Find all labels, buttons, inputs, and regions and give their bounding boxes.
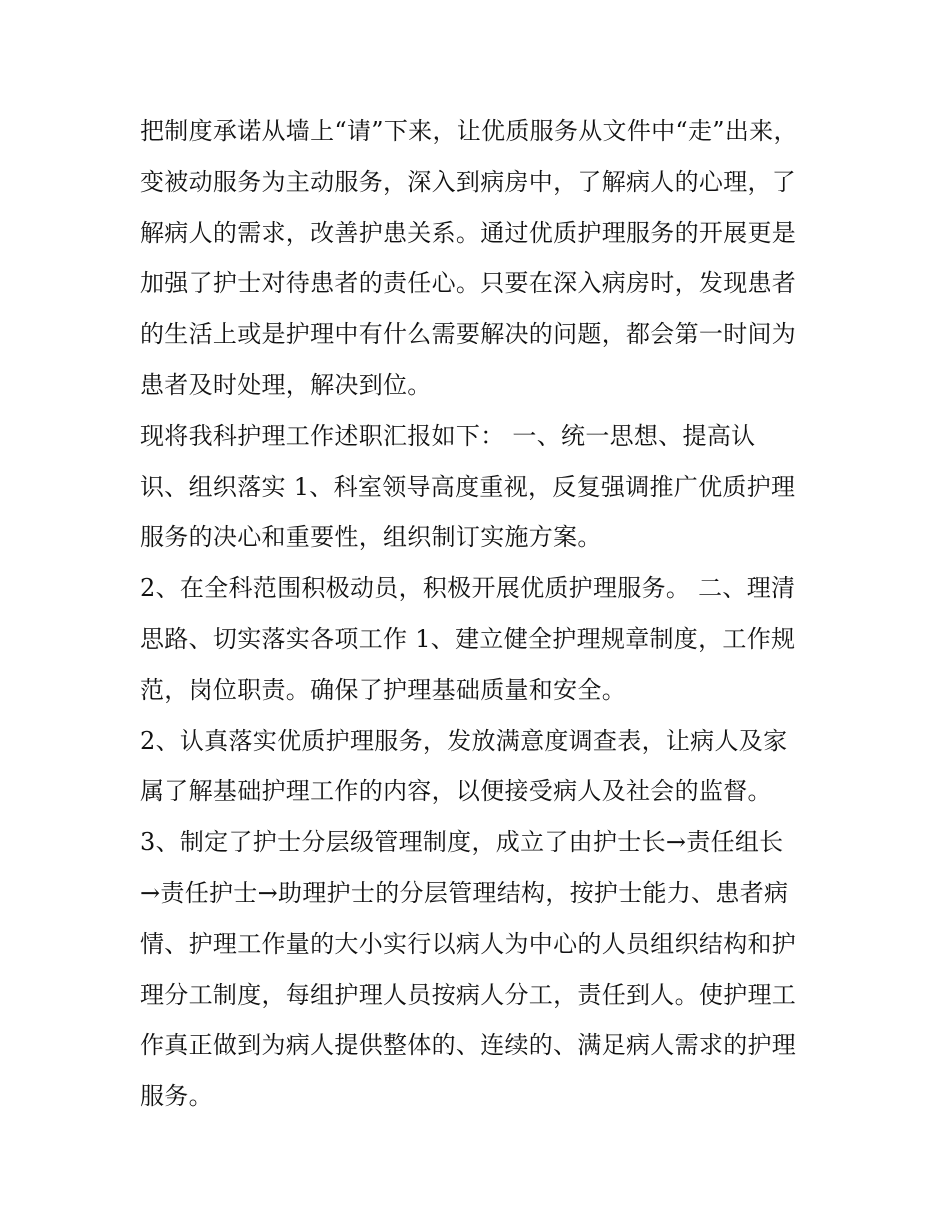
text-line: 属了解基础护理工作的内容，以便接受病人及社会的监督。 <box>140 777 772 806</box>
text-line: 的生活上或是护理中有什么需要解决的问题，都会第一时间为 <box>140 320 797 349</box>
text-line: 情、护理工作量的大小实行以病人为中心的人员组织结构和护 <box>140 929 797 958</box>
text-line: 范，岗位职责。确保了护理基础质量和安全。 <box>140 675 626 704</box>
text-line: 把制度承诺从墙上“请”下来，让优质服务从文件中“走”出来， <box>140 117 798 145</box>
text-line: 思路、切实落实各项工作 1、建立健全护理规章制度，工作规 <box>140 624 796 653</box>
text-line: 解病人的需求，改善护患关系。通过优质护理服务的开展更是 <box>140 218 797 247</box>
text-line: 现将我科护理工作述职汇报如下： 一、统一思想、提高认 <box>140 421 756 450</box>
document-body <box>140 106 830 1122</box>
text-line: 作真正做到为病人提供整体的、连续的、满足病人需求的护理 <box>140 1031 797 1060</box>
text-line: 2、认真落实优质护理服务，发放满意度调查表，让病人及家 <box>140 726 788 755</box>
text-line: 2、在全科范围积极动员，积极开展优质护理服务。 二、理清 <box>140 574 796 603</box>
text-line: →责任护士→助理护士的分层管理结构，按护士能力、患者病 <box>140 878 789 907</box>
text-line: 变被动服务为主动服务，深入到病房中，了解病人的心理，了 <box>140 167 797 196</box>
text-line: 患者及时处理，解决到位。 <box>140 370 432 399</box>
text-line: 识、组织落实 1、科室领导高度重视，反复强调推广优质护理 <box>140 472 796 501</box>
text-line: 加强了护士对待患者的责任心。只要在深入病房时，发现患者 <box>140 269 797 298</box>
text-line: 理分工制度，每组护理人员按病人分工，责任到人。使护理工 <box>140 980 797 1009</box>
text-line: 3、制定了护士分层级管理制度，成立了由护士长→责任组长 <box>140 828 784 857</box>
text-line: 服务的决心和重要性，组织制订实施方案。 <box>140 523 602 552</box>
text-line: 服务。 <box>140 1082 213 1111</box>
